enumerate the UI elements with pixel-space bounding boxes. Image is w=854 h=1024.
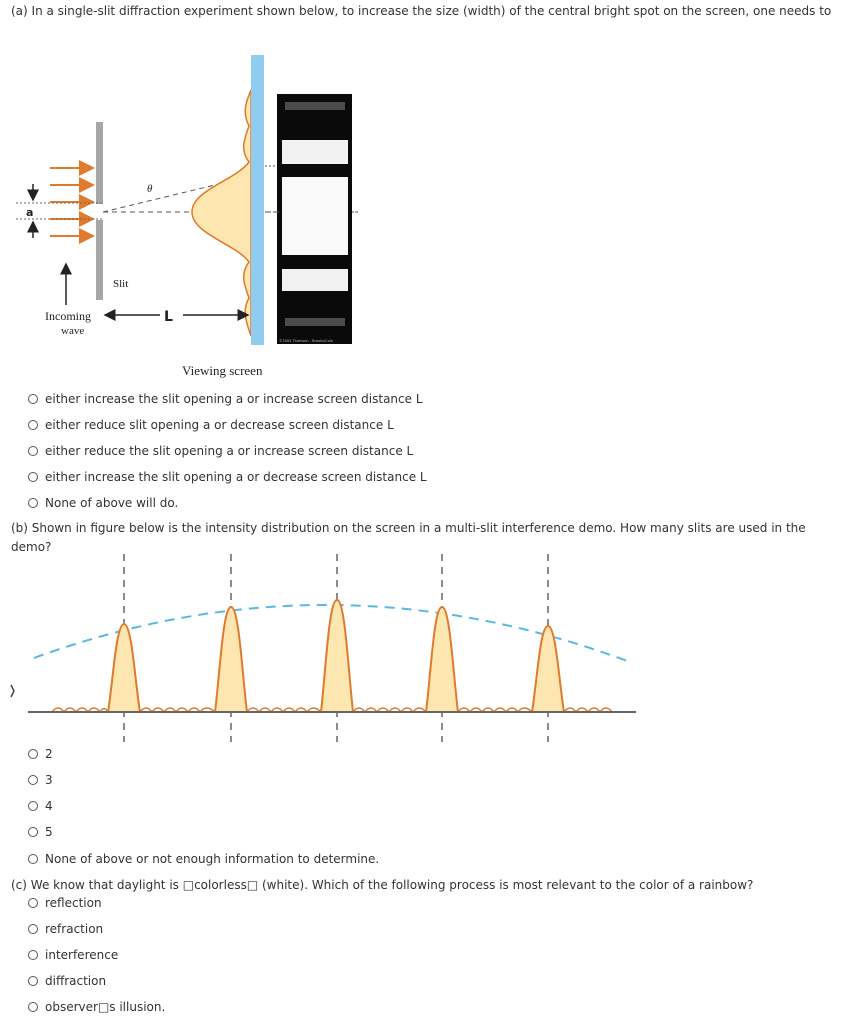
L-label: L bbox=[164, 309, 173, 325]
slit-barrier-top bbox=[96, 122, 103, 204]
option-a-1[interactable] bbox=[28, 390, 423, 408]
radio-b-5[interactable] bbox=[28, 854, 38, 864]
option-a-5[interactable] bbox=[28, 494, 178, 512]
radio-c-5[interactable] bbox=[28, 1002, 38, 1012]
radio-c-2[interactable] bbox=[28, 924, 38, 934]
wave-label: wave bbox=[61, 325, 85, 337]
radio-a-5[interactable] bbox=[28, 498, 38, 508]
option-a-3-label: either reduce the slit opening a or increase screen distance L bbox=[45, 444, 414, 458]
intensity-profile bbox=[192, 90, 251, 336]
radio-b-1[interactable] bbox=[28, 749, 38, 759]
incoming-label: Incoming bbox=[45, 309, 91, 323]
question-a-prompt: (a) In a single-slit diffraction experiment shown below, to increase the size (width) of the central bright spot on the screen, one needs to bbox=[11, 4, 832, 18]
option-c-1-label: reflection bbox=[45, 896, 102, 910]
option-c-5[interactable] bbox=[28, 998, 165, 1016]
option-c-1[interactable] bbox=[28, 894, 102, 912]
slit-label: Slit bbox=[113, 278, 129, 290]
option-b-4[interactable] bbox=[28, 823, 53, 841]
multi-slit-figure bbox=[0, 552, 720, 744]
a-label: a bbox=[26, 206, 34, 219]
option-c-2[interactable] bbox=[28, 920, 103, 938]
viewing-screen-bar bbox=[251, 55, 264, 345]
radio-a-4[interactable] bbox=[28, 472, 38, 482]
option-a-4[interactable] bbox=[28, 468, 427, 486]
option-c-4-label: diffraction bbox=[45, 974, 107, 988]
option-c-5-label: observer□s illusion. bbox=[45, 1000, 166, 1014]
question-c-prompt: (c) We know that daylight is □colorless□ (white). Which of the following process is most relevant to the color of a rainbow? bbox=[11, 878, 754, 892]
option-c-3-label: interference bbox=[45, 948, 119, 962]
option-a-3[interactable] bbox=[28, 442, 413, 460]
single-slit-diagram bbox=[0, 50, 400, 390]
option-b-3[interactable] bbox=[28, 797, 53, 815]
option-b-2[interactable] bbox=[28, 771, 53, 789]
radio-a-2[interactable] bbox=[28, 420, 38, 430]
principal-maxima bbox=[108, 600, 564, 712]
radio-b-4[interactable] bbox=[28, 827, 38, 837]
option-c-4[interactable] bbox=[28, 972, 106, 990]
option-a-2[interactable] bbox=[28, 416, 394, 434]
question-b-prompt: (b) Shown in figure below is the intensity distribution on the screen in a multi-slit interference demo. How many slits are used in the demo? bbox=[11, 521, 806, 554]
radio-b-2[interactable] bbox=[28, 775, 38, 785]
option-b-1-label: 2 bbox=[45, 747, 53, 761]
viewing-screen-label: Viewing screen bbox=[182, 363, 263, 378]
multi-slit-intensity-diagram bbox=[0, 552, 720, 744]
option-b-4-label: 5 bbox=[45, 825, 53, 839]
option-a-4-label: either increase the slit opening a or decrease screen distance L bbox=[45, 470, 427, 484]
option-c-2-label: refraction bbox=[45, 922, 104, 936]
option-b-3-label: 4 bbox=[45, 799, 53, 813]
slit-barrier-bottom bbox=[96, 220, 103, 300]
single-slit-figure bbox=[0, 50, 400, 390]
option-b-5[interactable] bbox=[28, 850, 379, 868]
radio-c-4[interactable] bbox=[28, 976, 38, 986]
option-a-1-label: either increase the slit opening a or increase screen distance L bbox=[45, 392, 423, 406]
option-b-5-label: None of above or not enough information to determine. bbox=[45, 852, 380, 866]
radio-a-3[interactable] bbox=[28, 446, 38, 456]
radio-a-1[interactable] bbox=[28, 394, 38, 404]
option-a-5-label: None of above will do. bbox=[45, 496, 179, 510]
incoming-wave-arrows bbox=[50, 168, 93, 236]
radio-c-1[interactable] bbox=[28, 898, 38, 908]
radio-c-3[interactable] bbox=[28, 950, 38, 960]
option-a-2-label: either reduce slit opening a or decrease screen distance L bbox=[45, 418, 394, 432]
copyright-label: ©2004 Thomson - Brooks/Cole bbox=[279, 339, 333, 343]
radio-b-3[interactable] bbox=[28, 801, 38, 811]
option-c-3[interactable] bbox=[28, 946, 118, 964]
option-b-1[interactable] bbox=[28, 745, 53, 763]
theta-label: θ bbox=[147, 183, 153, 195]
option-b-2-label: 3 bbox=[45, 773, 53, 787]
